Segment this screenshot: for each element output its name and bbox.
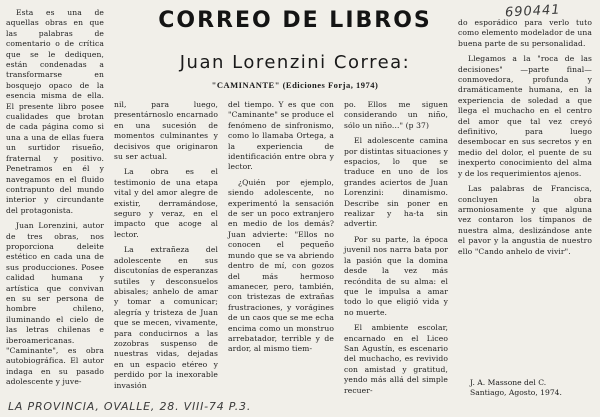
paragraph: Esta es una de aquellas obras en que las palabras de comentario o de crítica que se le dediquen, están condenadas a transformarse en bosquejo opaco de la esencia misma de ella. El presente libro posee cualidades que brotan de cada página como si una a una de ellas fuera un surtidor risueño, fraternal y positivo. Penetramos en él y navegamos en el fluido contrapunto del mundo interior y circundante del protagonista. [6,8,104,215]
signature-name: J. A. Massone del C. [470,378,547,387]
paragraph: Llegamos a la "roca de las decisiones" —parte final— conmovedora, profunda y dramáticamente humana, en la experiencia de soledad a que llega el muchacho en el centro del amor que tal vez creyó definitivo, para luego desembocar en sus secretos y en medio del dolor, el puente de su inexperto conocimiento del alma y de los requerimientos ajenos. [458,54,592,178]
signature-place-date: Santiago, Agosto, 1974. [470,388,562,398]
text-column-5 [458,18,592,257]
paragraph: del tiempo. Y es que con "Caminante" se produce el fenómeno de sinfronismo, como lo llamaba Ortega, a la experiencia de identificación entre obra y lector. [228,100,334,172]
paragraph: nil, para luego, presentárnoslo encarnado en una sucesión de momentos culminantes y decisivos que originaron su ser actual. [114,100,218,162]
paragraph: po. Ellos me siguen considerando un niño, sólo un niño..." (p 37) [344,100,448,130]
paragraph: El adolescente camina por distintas situaciones y espacios, lo que se traduce en uno de los grandes aciertos de Juan Lorenzini: dinamismo. Describe sin poner en realizar y ha-ta sin advertir. [344,136,448,229]
paragraph: Juan Lorenzini, autor de tres obras, nos proporciona deleite estético en cada una de sus producciones. Posee calidad humana y artística que convivan en su ser persona de hombre chileno, iluminando el cielo de las letras chilenas e iberoamericanas. "Caminante", es obra autobiográfica. El autor indaga en su pasado adolescente y juve- [6,221,104,387]
author-signature [470,378,594,399]
archive-number: 690441 [504,2,561,21]
text-column-4 [344,100,448,396]
article-title: Juan Lorenzini Correa: [179,52,411,73]
article-byline: "CAMINANTE" (Ediciones Forja, 1974) [211,80,379,90]
paragraph: La extrañeza del adolescente en sus discutonías de esperanzas sutiles y desconsuelos abisales; anhelo de amar y tomar a comunicar; alegría y tristeza de Juan que se mecen, vivamente, para conducirnos a las zozobras suspenso de nuestras vidas, dejadas en un espacio etéreo y perdido por la inexorable invasión [114,245,218,390]
paragraph: El ambiente escolar, encarnado en el Liceo San Agustín, es escenario del muchacho, es revivido con amistad y gratitud, yendo más allá del simple recuer- [344,323,448,395]
text-column-1 [6,8,104,388]
paragraph: do esporádico para verlo tuto como elemento modelador de una buena parte de su personalidad. [458,18,592,48]
text-column-3 [228,100,334,355]
text-column-2 [114,100,218,391]
source-annotation: LA PROVINCIA, OVALLE, 28. VIII-74 P.3. [8,400,252,413]
section-headline: CORREO DE LIBROS [158,8,432,33]
paragraph: Las palabras de Francisca, concluyen la obra armoniosamente y que alguna vez contaron los tímpanos de nuestra alma, deslizándose ante el pavor y la angustia de nuestro ello "Cando anhelo de vivir". [458,184,592,256]
paragraph: Por su parte, la época juvenil nos narra bata por la pasión que la domina desde la vez más recóndita de su alma: el que le impulsa a amar todo lo que eligió vida y no muerte. [344,234,448,317]
paragraph: La obra es el testimonio de una etapa vital y del amor alegre de existir, derramándose, seguro y veraz, en el impacto que acoge al lector. [114,167,218,239]
paragraph: ¿Quién por ejemplo, siendo adolescente, no experimentó la sensación de ser un poco extranjero en medio de los demás? Juan advierte: "Ellos no conocen el pequeño mundo que se va abriendo dentro de mí, con gozos del más hermoso amanecer, pero, también, con tristezas de extrañas frustraciones, y vorágines de un caos que se me echa encima como un monstruo arrebatador, terrible y de ardor, al mismo tiem- [228,177,334,354]
